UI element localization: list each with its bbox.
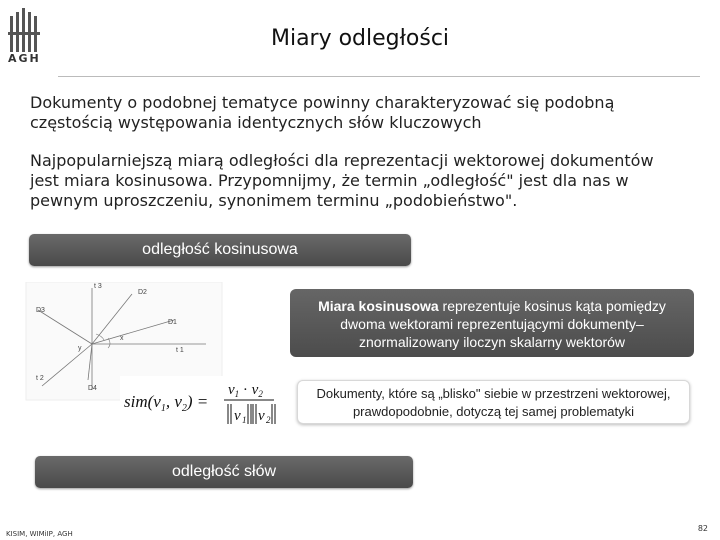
vector-label-d2: D2 xyxy=(138,289,147,296)
svg-text:v: v xyxy=(258,408,265,424)
cosine-formula xyxy=(120,376,278,430)
axis-label-t2: t 2 xyxy=(36,375,44,382)
cosine-distance-bar: odległość kosinusowa xyxy=(29,234,411,266)
definition-line-3: znormalizowany iloczyn skalarny wektorów xyxy=(358,334,626,350)
footer-affiliation: KISIM, WIMiIP, AGH xyxy=(6,530,73,538)
angle-label-x: x xyxy=(120,335,124,342)
slide-title: Miary odległości xyxy=(270,26,450,51)
definition-line-2: dwoma wektorami reprezentującymi dokumenty– xyxy=(340,316,644,332)
axis-label-t3: t 3 xyxy=(94,283,102,290)
note-line-2: prawdopodobnie, dotyczą tej samej problematyki xyxy=(352,404,635,419)
svg-text:1: 1 xyxy=(242,415,247,425)
note-line-1: Dokumenty, które są „blisko" siebie w przestrzeni wektorowej, xyxy=(316,386,671,401)
svg-text:sim(v1, v2) =: $sim(v_1$, $v_2$) = xyxy=(124,392,209,414)
definition-line-1: reprezentuje kosinus kąta pomiędzy xyxy=(438,298,666,314)
vector-label-d3: D3 xyxy=(36,307,45,314)
vector-label-d1: D1 xyxy=(168,319,177,326)
logo-text: AGH xyxy=(8,52,41,65)
page-number: 82 xyxy=(697,524,708,533)
definition-term: Miara kosinusowa xyxy=(318,298,439,314)
svg-text:2: 2 xyxy=(266,415,271,425)
cosine-measure-definition xyxy=(290,289,694,357)
vector-label-d4: D4 xyxy=(88,385,97,392)
axis-label-t1: t 1 xyxy=(176,347,184,354)
documents-note xyxy=(297,380,690,424)
paragraph-1: Dokumenty o podobnej tematyce powinny charakteryzować się podobną częstością występowania identycznych słów kluczowych xyxy=(30,93,615,132)
word-distance-bar: odległość słów xyxy=(35,456,413,488)
svg-text:v1 · v2: $v_1 \cdot v_2$ xyxy=(228,382,263,399)
svg-text:v: v xyxy=(234,408,241,424)
title-divider xyxy=(58,76,700,77)
angle-label-y: y xyxy=(78,345,82,352)
paragraph-2: Najpopularniejszą miarą odległości dla reprezentacji wektorowej dokumentów jest miara kosinusowa. Przypomnijmy, że termin „odległość" jest dla nas w pewnym uproszczeniu, synonimem terminu „podobieństwo". xyxy=(30,151,654,210)
